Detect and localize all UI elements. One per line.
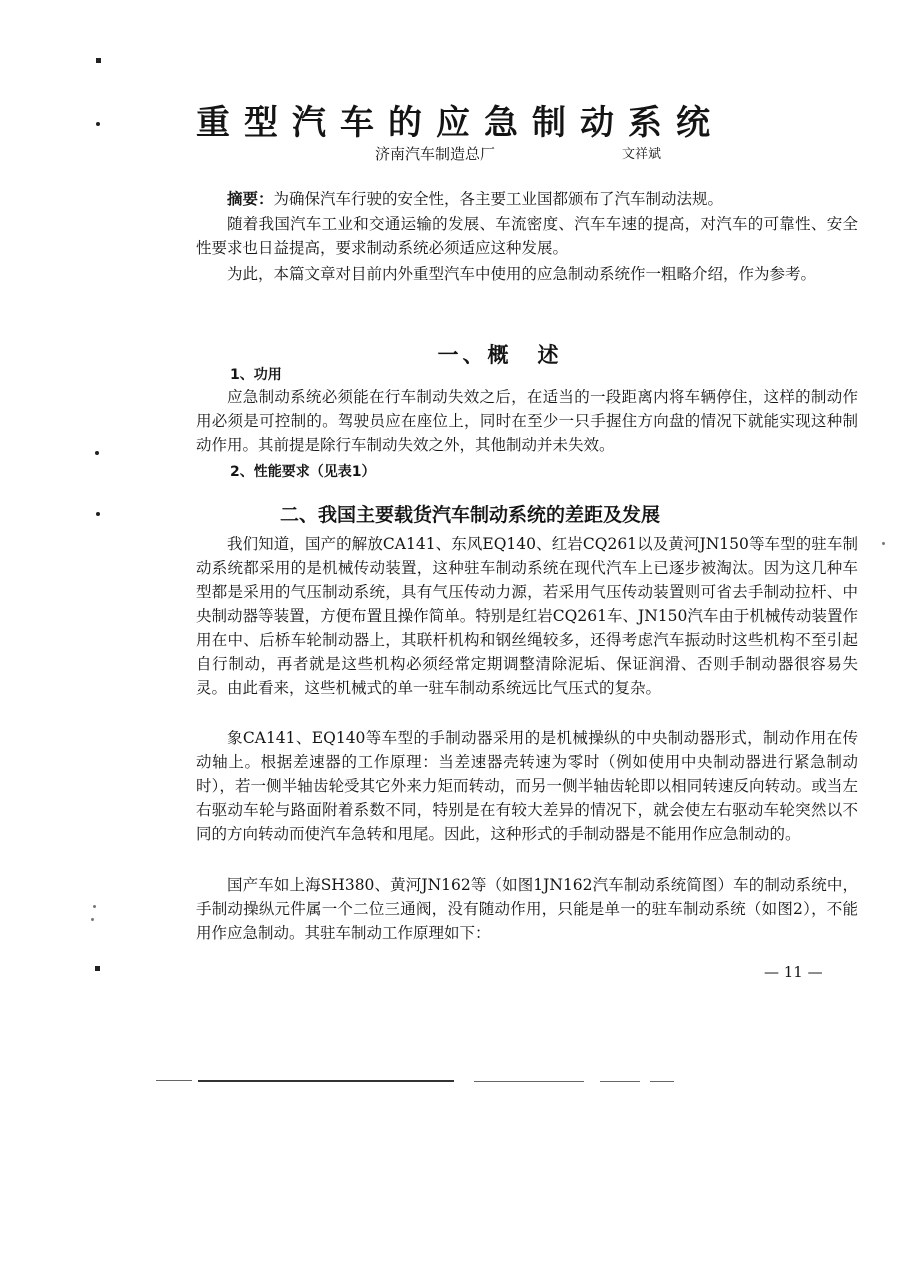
- abstract-paragraph: [196, 187, 858, 211]
- function-paragraph: 应急制动系统必须能在行车制动失效之后，在适当的一段距离内将车辆停住，这样的制动作用必须是可控制的。驾驶员应在座位上，同时在至少一只手握住方向盘的情况下就能实现这种制动作用。其前提是除行车制动失效之外，其他制动并未失效。: [196, 388, 858, 454]
- abstract-label: 摘要：: [227, 189, 274, 208]
- bottom-scan-line: [474, 1081, 584, 1082]
- scan-speck: [95, 966, 100, 971]
- body-paragraph-2: 象CA141、EQ140等车型的手制动器采用的是机械操纵的中央制动器形式，制动作用在传动轴上。根据差速器的工作原理：当差速器壳转速为零时（例如使用中央制动器进行紧急制动时），若一侧半轴齿轮受其它外来力矩而转动，而另一侧半轴齿轮即以相同转速反向转动。或当左右驱动车轮与路面附着系数不同，特别是在有较大差异的情况下，就会使左右驱动车轮突然以不同的方向转动而使汽车急转和甩尾。因此，这种形式的手制动器是不能用作应急制动的。: [196, 729, 858, 843]
- abstract-text: 为确保汽车行驶的安全性，各主要工业国都颁布了汽车制动法规。: [273, 190, 724, 208]
- subsection-performance: 2、性能要求（见表1）: [230, 464, 376, 480]
- scan-speck: [93, 905, 96, 908]
- body-paragraph-3: 国产车如上海SH380、黄河JN162等（如图1JN162汽车制动系统简图）车的制动系统中，手制动操纵元件属一个二位三通阀，没有随动作用，只能是单一的驻车制动系统（如图2），不能用作应急制动。其驻车制动工作原理如下：: [196, 876, 858, 942]
- abstract-paragraph-3: 为此，本篇文章对目前内外重型汽车中使用的应急制动系统作一粗略介绍，作为参考。: [227, 265, 817, 283]
- abstract-paragraph-2: 随着我国汽车工业和交通运输的发展、车流密度、汽车车速的提高，对汽车的可靠性、安全性要求也日益提高，要求制动系统必须适应这种发展。: [196, 215, 858, 257]
- scan-speck: [91, 918, 94, 921]
- bottom-scan-line: [198, 1080, 454, 1082]
- section-heading-gap: 二、我国主要载货汽车制动系统的差距及发展: [280, 503, 661, 526]
- bottom-scan-line: [600, 1081, 640, 1082]
- subsection-function: 1、功用: [230, 367, 282, 383]
- scan-speck: [95, 451, 99, 455]
- author-organization: 济南汽车制造总厂: [375, 145, 496, 163]
- article-title: 重型汽车的应急制动系统: [196, 102, 724, 143]
- section-heading-overview: 一、概 述: [437, 343, 563, 368]
- bottom-scan-line: [156, 1080, 192, 1081]
- body-paragraph-1: 我们知道，国产的解放CA141、东风EQ140、红岩CQ261以及黄河JN150等车型的驻车制动系统都采用的是机械传动装置，这种驻车制动系统在现代汽车上已逐步被淘汰。因为这几种车型都是采用的气压制动系统，具有气压传动力源，若采用气压传动装置则可省去手制动拉杆、中央制动器等装置，方便布置且操作简单。特别是红岩CQ261车、JN150汽车由于机械传动装置作用在中、后桥车轮制动器上，其联杆机构和钢丝绳较多，还得考虑汽车振动时这些机构不至引起自行制动，再者就是这些机构必须经常定期调整清除泥垢、保证润滑、否则手制动器很容易失灵。由此看来，这些机械式的单一驻车制动系统远比气压式的复杂。: [196, 535, 858, 697]
- bottom-scan-line: [650, 1081, 674, 1082]
- scan-speck: [96, 58, 101, 63]
- scan-speck: [882, 542, 885, 545]
- scan-speck: [96, 512, 100, 516]
- author-name: 文祥斌: [622, 147, 662, 162]
- page-number: — 11 —: [764, 963, 823, 981]
